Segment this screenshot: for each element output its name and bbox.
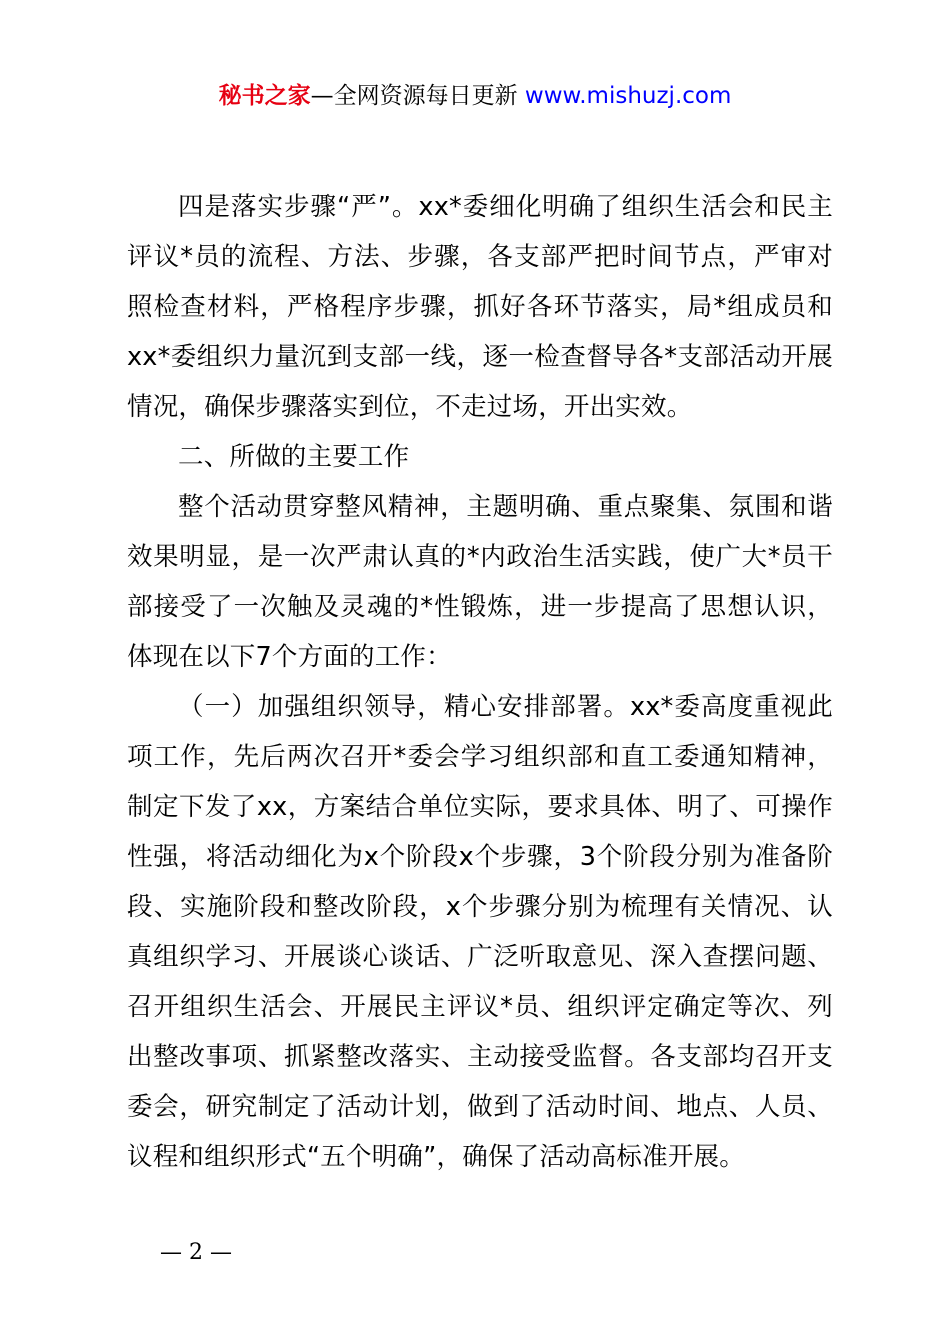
paragraph-organization-leadership: （一）加强组织领导，精心安排部署。xx*委高度重视此项工作，先后两次召开*委会学习组织部和直工委通知精神，制定下发了xx，方案结合单位实际，要求具体、明了、可操作性强，将活动细化为x个阶段x个步骤，3个阶段分别为准备阶段、实施阶段和整改阶段，x个步骤分别为梳理有关情况、认真组织学习、开展谈心谈话、广泛听取意见、深入查摆问题、召开组织生活会、开展民主评议*员、组织评定确定等次、列出整改事项、抓紧整改落实、主动接受监督。各支部均召开支委会，研究制定了活动计划，做到了活动时间、地点、人员、议程和组织形式“五个明确”，确保了活动高标准开展。: [127, 692, 833, 1172]
site-header: [0, 80, 950, 112]
paragraph-overview: 整个活动贯穿整风精神，主题明确、重点聚集、氛围和谐效果明显，是一次严肃认真的*内政治生活实践，使广大*员干部接受了一次触及灵魂的*性锻炼，进一步提高了思想认识，体现在以下7个方面的工作：: [127, 492, 833, 672]
brand-name: 秘书之家: [218, 83, 311, 109]
header-tagline: —全网资源每日更新: [310, 83, 525, 109]
paragraph-step-implementation: 四是落实步骤“严”。xx*委细化明确了组织生活会和民主评议*员的流程、方法、步骤，各支部严把时间节点，严审对照检查材料，严格程序步骤，抓好各环节落实，局*组成员和xx*委组织力量沉到支部一线，逐一检查督导各*支部活动开展情况，确保步骤落实到位，不走过场，开出实效。: [127, 192, 833, 422]
document-body: [127, 182, 833, 1182]
site-url-link[interactable]: www.mishuzj.com: [524, 83, 732, 109]
section-heading-main-work: 二、所做的主要工作: [178, 442, 410, 472]
page-number: — 2 —: [160, 1240, 232, 1265]
